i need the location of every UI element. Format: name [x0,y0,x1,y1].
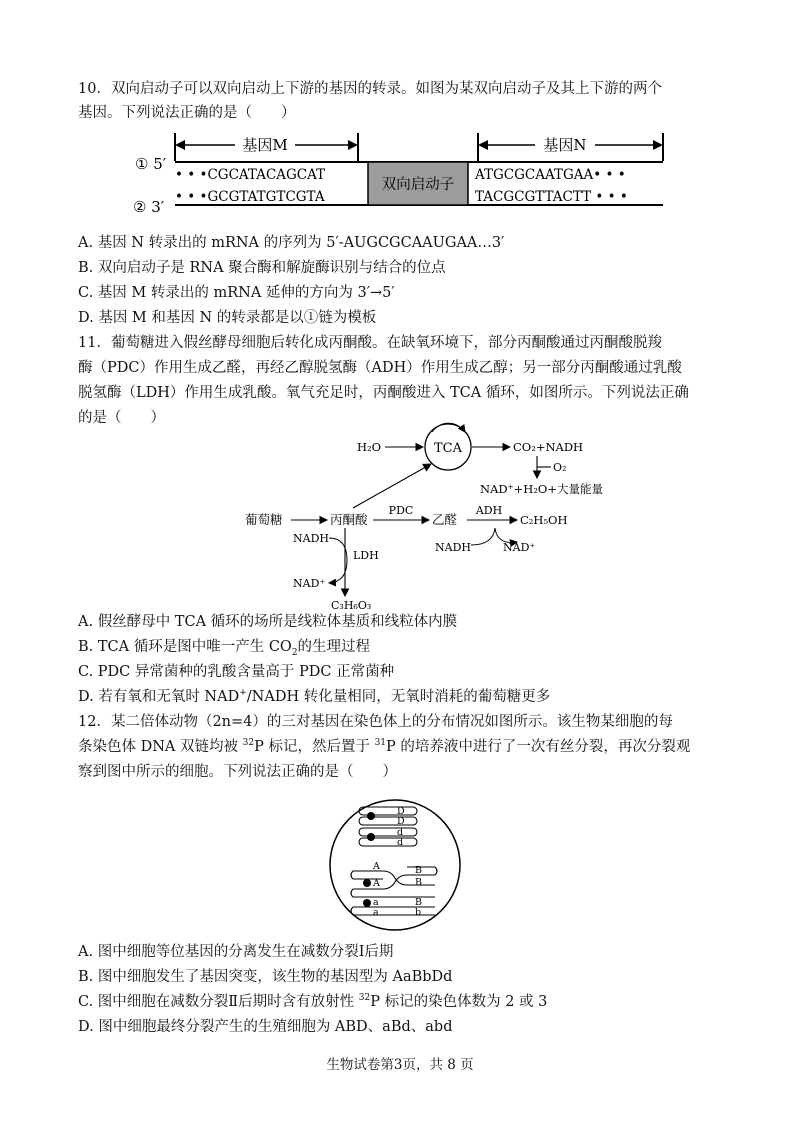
cell-membrane [330,800,460,930]
q11-option-b: B. TCA 循环是图中唯一产生 $CO_2$的生理过程 [78,639,371,658]
pyruvate-label: 丙酮酸 [330,512,368,527]
nad-right-label: NAD⁺ [503,541,536,554]
o2-label: O₂ [553,461,567,474]
lactate-label: C₃H₆O₃ [331,599,372,612]
q12-option-c: C. 图中细胞在减数分裂Ⅱ后期时含有放射性 $^{32}$P 标记的染色体数为 2 或 3 [78,993,548,1010]
gene-D2: D [397,816,405,827]
q10-option-d: D. 基因 M 和基因 N 的转录都是以①链为模板 [78,310,377,326]
q12-stem-line2: 条染色体 DNA 双链均被 $^{32}$P 标记，然后置于 $^{31}$P 的培养液中进行了一次有丝分裂，再次分裂观 [78,738,691,755]
gene-D1: D [397,806,405,817]
gene-b1: b [415,907,422,918]
gene-a2: a [373,907,379,918]
ldh-label: LDH [353,549,379,562]
q11-stem-line1: 11．葡萄糖进入假丝酵母细胞后转化成丙酮酸。在缺氧环境下，部分丙酮酸通过丙酮酸脱羧 [78,335,662,351]
strand1-right-seq: ATGCGCAATGAA• • • [475,167,626,183]
nadh-right-label: NADH [435,541,471,554]
q12-cell-figure [325,795,465,935]
adh-label: ADH [475,504,503,517]
nadh-left-label: NADH [293,532,329,545]
q11-stem-line4: 的是（ ） [78,410,165,426]
strand2-label: ② 3′ [133,198,165,215]
promoter-label: 双向启动子 [381,177,455,193]
strand1-left-seq: • • •CGCATACAGCAT [175,167,326,183]
nad-left-label: NAD⁺ [293,577,326,590]
q11-option-c: C. PDC 异常菌种的乳酸含量高于 PDC 正常菌种 [78,664,395,680]
q12-stem-line1: 12．某二倍体动物（2n=4）的三对基因在染色体上的分布情况如图所示。该生物某细胞的每 [78,714,673,730]
ethanol-label: C₂H₅OH [520,513,568,527]
q11-stem-line3: 脱氢酶（LDH）作用生成乳酸。氧气充足时，丙酮酸进入 TCA 循环，如图所示。下列说法正确 [78,385,689,401]
gene-B3: B [415,897,422,908]
q11-stem-line2: 酶（PDC）作用生成乙醛，再经乙醇脱氢酶（ADH）作用生成乙醇；另一部分丙酮酸通过乳酸 [78,360,682,376]
glucose-label: 葡萄糖 [245,512,283,527]
products-label: NAD⁺+H₂O+大量能量 [480,482,603,496]
q12-option-a: A. 图中细胞等位基因的分离发生在减数分裂Ⅰ后期 [78,944,394,960]
gene-n-label: 基因N [543,136,587,154]
q10-stem-line2: 基因。下列说法正确的是（ ） [78,105,296,121]
strand2-left-seq: • • •GCGTATGTCGTA [175,189,325,205]
q10-option-a: A. 基因 N 转录出的 mRNA 的序列为 5′-AUGCGCAAUGAA…3′ [78,235,505,251]
q12-option-b: B. 图中细胞发生了基因突变，该生物的基因型为 AaBbDd [78,969,453,985]
tca-label: TCA [433,441,463,456]
page-footer: 生物试卷第3页，共 8 页 [326,1057,474,1073]
gene-a1: a [373,897,379,908]
q11-option-d: D. 若有氧和无氧时 NAD+/NADH 转化量相同，无氧时消耗的葡萄糖更多 [78,688,551,705]
gene-A2: A [373,878,380,889]
q10-option-b: B. 双向启动子是 RNA 聚合酶和解旋酶识别与结合的位点 [78,260,446,276]
acetaldehyde-label: 乙醛 [432,512,458,527]
co2-nadh-label: CO₂+NADH [513,440,584,454]
q11-metabolism-figure [235,420,655,615]
gene-B2: B [415,877,422,888]
q10-dna-figure [125,125,695,215]
q12-stem-line3: 察到图中所示的细胞。下列说法正确的是（ ） [78,764,397,780]
pdc-label: PDC [388,504,414,517]
gene-m-label: 基因M [242,136,288,154]
gene-d2: d [397,837,404,848]
q10-stem-line1: 10．双向启动子可以双向启动上下游的基因的转录。如图为某双向启动子及其上下游的两个 [78,81,662,97]
strand2-right-seq: TACGCGTTACTT • • • [475,189,628,205]
strand1-label: ① 5′ [135,155,167,173]
q11-option-a: A. 假丝酵母中 TCA 循环的场所是线粒体基质和线粒体内膜 [78,614,458,630]
q12-option-d: D. 图中细胞最终分裂产生的生殖细胞为 ABD、aBd、abd [78,1019,453,1035]
h2o-label: H₂O [357,440,382,454]
gene-d1: d [397,827,404,838]
q10-option-c: C. 基因 M 转录出的 mRNA 延伸的方向为 3′→5′ [78,285,395,301]
gene-B1: B [415,865,422,876]
gene-A1: A [373,861,380,872]
